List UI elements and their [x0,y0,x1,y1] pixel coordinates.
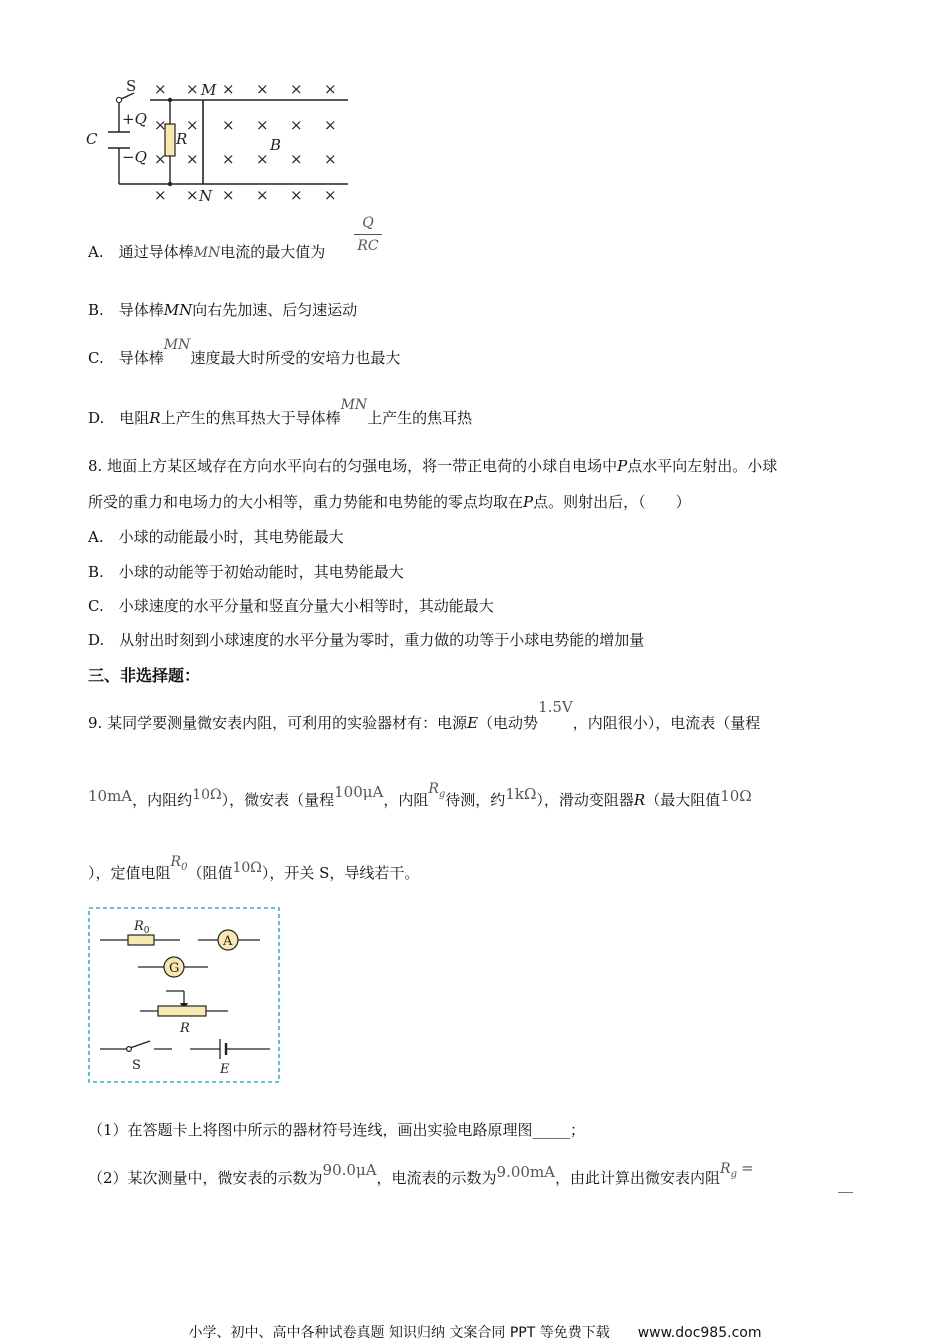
svg-text:×: × [186,186,199,204]
q7-b-suffix: 向右先加速、后匀速运动 [192,301,358,319]
q9-line2 [88,781,752,817]
q7-d-r: R [149,409,161,427]
q9-ammeter-range: 10mA [88,787,133,805]
q8-point-p-2: P [523,493,534,511]
q9-l2-c: ，内阻 [383,791,429,809]
svg-text:×: × [256,186,269,204]
q7-option-a [88,242,325,263]
label-c: C [86,130,98,148]
svg-text:×: × [186,150,199,168]
q9-p2-a: （2）某次测量中，微安表的示数为 [88,1169,323,1187]
q8-stem-line1 [88,456,777,476]
magnetic-rail-circuit-figure [80,72,360,207]
q7-option-c [88,337,401,369]
q9-rg-approx: 1kΩ [505,785,537,803]
q8-option-b: B. 小球的动能等于初始动能时，其电势能最大 [88,563,404,581]
svg-text:×: × [324,80,337,98]
svg-text:×: × [256,116,269,134]
q7-d-prefix: D. 电阻 [88,409,150,427]
q9-l1-c: ，内阻很小），电流表（量程 [572,714,761,732]
q9-line3 [88,854,420,890]
q9-rg-symbol [428,781,446,800]
q8-stem2-b: 点。则射出后，（ ） [533,493,691,511]
q7-c-mn: MN [163,337,191,353]
p2-rg-main: R [720,1161,731,1177]
fig9-label-r0: $R_0$ [134,919,150,936]
r0-sub: 0 [181,861,188,873]
q9-source-e: E [467,714,479,732]
q7-option-b [88,300,357,320]
q8-option-c: C. 小球速度的水平分量和竖直分量大小相等时，其动能最大 [88,597,494,615]
q9-l2-a: ，内阻约 [132,791,193,809]
rg-sub: g [438,788,446,800]
section-heading: 三、非选择题： [88,666,201,685]
fraction-denominator: RC [357,238,379,254]
rg-main: R [428,781,439,797]
svg-text:×: × [154,80,167,98]
fraction-numerator: Q [362,215,374,231]
svg-text:×: × [186,116,199,134]
svg-text:×: × [324,150,337,168]
switch-s [116,97,121,102]
svg-text:×: × [186,80,199,98]
svg-text:×: × [222,80,235,98]
q7-c-suffix: 速度最大时所受的安培力也最大 [190,349,401,367]
label-n: N [199,187,213,205]
equipment-symbols-figure [88,907,282,1085]
q9-l1-b: （电动势 [478,714,539,732]
q7-d-mid: 上产生的焦耳热大于导体棒 [160,409,341,427]
p2-rg-sub: g [730,1168,737,1180]
svg-text:×: × [290,80,303,98]
q9-r0-symbol [170,854,188,873]
q9-l2-b: ），微安表（量程 [221,791,335,809]
svg-text:×: × [222,116,235,134]
q9-l2-f: （最大阻值 [645,791,721,809]
q9-galvanometer-range: 100μA [334,783,384,801]
q9-l3-c: ），开关 S，导线若干。 [261,864,420,882]
q9-l3-b: （阻值 [187,864,233,882]
q9-line1 [88,698,761,733]
q9-rheostat-max: 10Ω [720,787,752,805]
svg-text:×: × [290,150,303,168]
q9-l2-e: ），滑动变阻器 [536,791,634,809]
svg-text:×: × [154,150,167,168]
q9-emf-value: 1.5V [538,698,573,716]
label-r: R [176,130,188,148]
switch-s-terminal [127,1047,132,1052]
q7-c-prefix: C. 导体棒 [88,349,164,367]
q7-a-mn: MN [193,245,221,261]
q9-p2-c: ，由此计算出微安表内阻 [555,1169,721,1187]
label-plus-q: +Q [122,110,147,128]
q7-option-d [88,397,473,429]
rheostat-r [158,1006,206,1016]
label-s: S [126,77,137,95]
svg-text:×: × [290,116,303,134]
q9-rheostat-r: R [633,791,646,809]
fig9-label-g: G [169,961,180,976]
svg-text:×: × [256,80,269,98]
q9-r0-value: 10Ω [232,860,262,876]
svg-text:×: × [222,150,235,168]
label-m: M [201,81,217,99]
svg-text:×: × [154,186,167,204]
q8-stem2-a: 所受的重力和电场力的大小相等，重力势能和电势能的零点均取在 [88,493,524,511]
q8-stem-line2 [88,492,691,512]
svg-text:×: × [256,150,269,168]
label-minus-q: −Q [122,148,147,166]
q7-b-prefix: B. 导体棒 [88,301,164,319]
svg-text:×: × [154,116,167,134]
q9-l1-a: 9. 某同学要测量微安表内阻，可利用的实验器材有：电源 [88,714,468,732]
q9-galvanometer-reading: 90.0μA [322,1161,377,1179]
q9-p2-b: ，电流表的示数为 [376,1169,497,1187]
q9-ammeter-reading: 9.00mA [496,1163,556,1181]
answer-blank[interactable]: __ [838,1175,853,1193]
q8-stem1-a: 8. 地面上方某区域存在方向水平向右的匀强电场，将一带正电荷的小球自电场中 [88,457,618,475]
svg-text:×: × [222,186,235,204]
q9-ammeter-resistance: 10Ω [192,787,222,803]
q9-p2-equals: = [740,1159,754,1177]
q7-d-mn: MN [340,397,368,413]
q8-option-a: A. 小球的动能最小时，其电势能最大 [88,528,344,546]
q8-point-p: P [617,457,628,475]
svg-text:×: × [324,186,337,204]
q9-p2-rg-symbol [720,1161,737,1180]
page-footer: 小学、初中、高中各种试卷真题 知识归纳 文案合同 PPT 等免费下载 www.doc985.com [188,1325,762,1341]
label-b: B [270,136,282,154]
fig9-label-e: E [220,1062,230,1077]
q9-l2-d: 待测，约 [445,791,506,809]
svg-text:×: × [324,116,337,134]
q9-l3-a: ），定值电阻 [88,864,171,882]
fixed-resistor-r0 [128,935,154,945]
r0-main: R [170,854,182,870]
q9-part1: （1）在答题卡上将图中所示的器材符号连线，画出实验电路原理图_____； [88,1121,586,1139]
q7-b-mn: MN [163,301,193,319]
q7-d-suffix: 上产生的焦耳热 [367,409,473,427]
q8-stem1-b: 点水平向左射出。小球 [627,457,778,475]
q7-a-suffix: 电流的最大值为 [220,243,326,261]
fig9-label-r: R [180,1021,190,1036]
q8-option-d: D. 从射出时刻到小球速度的水平分量为零时，重力做的功等于小球电势能的增加量 [88,631,645,649]
fig9-label-s: S [132,1058,141,1073]
q7-a-prefix: A. 通过导体棒 [88,243,194,261]
svg-text:×: × [290,186,303,204]
fig9-label-a: A [223,934,233,949]
q7-a-fraction [354,214,382,255]
q9-part2 [88,1159,754,1195]
